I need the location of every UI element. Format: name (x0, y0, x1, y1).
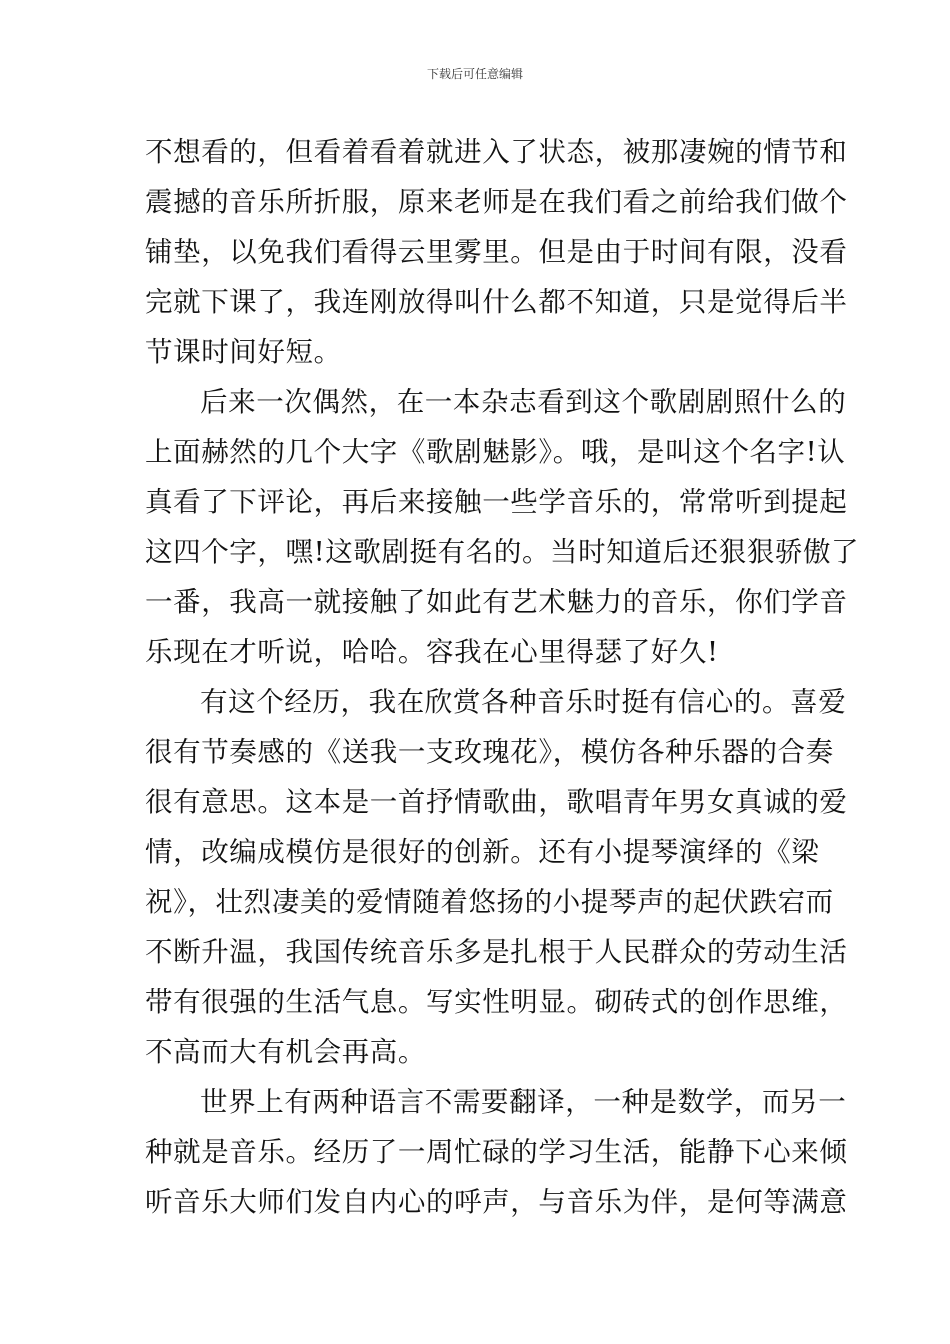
text-line: 不高而大有机会再高。 (145, 1036, 426, 1068)
text-line: 情，改编成模仿是很好的创新。还有小提琴演绎的《梁 (145, 836, 820, 868)
text-line: 一番，我高一就接触了如此有艺术魅力的音乐，你们学音 (145, 586, 848, 618)
text-line: 不想看的，但看着看着就进入了状态，被那凄婉的情节和 (145, 136, 848, 168)
text-line: 很有节奏感的《送我一支玫瑰花》，模仿各种乐器的合奏 (145, 736, 834, 768)
paragraph (145, 377, 860, 677)
text-line: 祝》，壮烈凄美的爱情随着悠扬的小提琴声的起伏跌宕而 (145, 886, 834, 918)
text-line: 节课时间好短。 (145, 336, 342, 368)
text-line: 听音乐大师们发自内心的呼声，与音乐为伴，是何等满意 (145, 1186, 848, 1218)
page-header: 下载后可任意编辑 (426, 67, 523, 81)
text-line: 种就是音乐。经历了一周忙碌的学习生活，能静下心来倾 (145, 1136, 848, 1168)
text-line: 铺垫，以免我们看得云里雾里。但是由于时间有限，没看 (145, 236, 848, 268)
paragraph (145, 1077, 848, 1227)
text-line: 上面赫然的几个大字《歌剧魅影》。哦，是叫这个名字!认 (145, 436, 846, 468)
text-line: 很有意思。这本是一首抒情歌曲，歌唱青年男女真诚的爱 (145, 786, 848, 818)
text-line: 这四个字，嘿!这歌剧挺有名的。当时知道后还狠狠骄傲了 (145, 536, 860, 568)
paragraph (145, 677, 848, 1077)
text-line: 真看了下评论，再后来接触一些学音乐的，常常听到提起 (145, 486, 848, 518)
paragraph (145, 127, 848, 377)
text-line: 世界上有两种语言不需要翻译，一种是数学，而另一 (200, 1086, 847, 1118)
text-line: 带有很强的生活气息。写实性明显。砌砖式的创作思维， (145, 986, 848, 1018)
text-line: 后来一次偶然，在一本杂志看到这个歌剧剧照什么的 (200, 386, 847, 418)
text-line: 震撼的音乐所折服，原来老师是在我们看之前给我们做个 (145, 186, 848, 218)
text-line: 乐现在才听说，哈哈。容我在心里得瑟了好久! (145, 636, 719, 668)
document-body (145, 127, 860, 1227)
text-line: 不断升温，我国传统音乐多是扎根于人民群众的劳动生活 (145, 936, 848, 968)
text-line: 有这个经历，我在欣赏各种音乐时挺有信心的。喜爱 (200, 686, 847, 718)
text-line: 完就下课了，我连刚放得叫什么都不知道，只是觉得后半 (145, 286, 848, 318)
